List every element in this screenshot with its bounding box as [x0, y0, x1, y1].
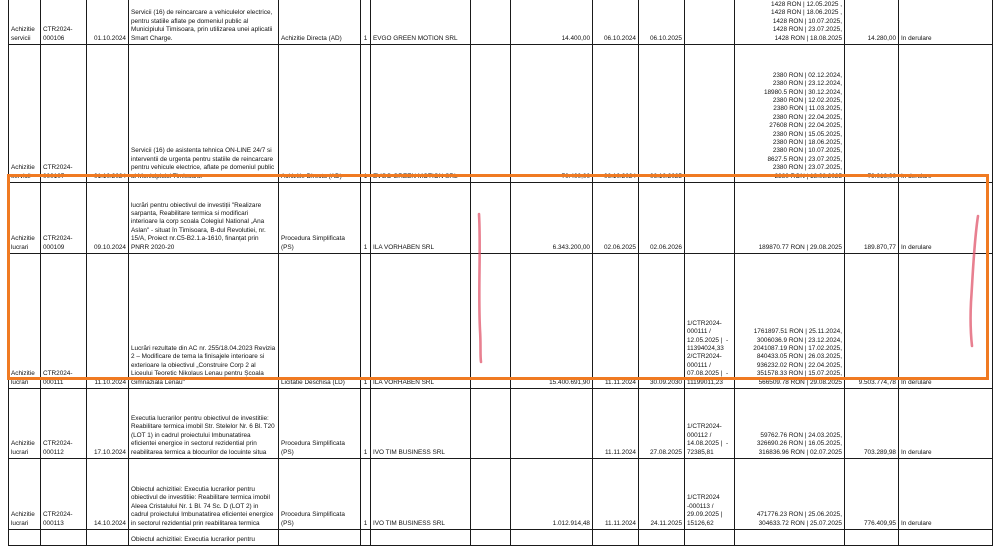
row-payments: 59762.76 RON | 24.03.2025, 326690.26 RON | 16.05.2025, 316836.96 RON | 02.07.2025	[735, 389, 845, 459]
row-count: 1	[361, 254, 371, 389]
row-value	[511, 530, 593, 546]
row-contract-code: CTR2024-000106	[41, 0, 87, 45]
row-amendments: 1/CTR2024- 000111 / 12.05.2025 | - 11394024,33 2/CTR2024- 000111 / 07.08.2025 | - 11199011,23	[685, 254, 735, 389]
row-contract-code: CTR2024-000113	[41, 459, 87, 530]
table-row	[9, 45, 993, 183]
row-estimated-value	[471, 0, 511, 45]
row-total-paid: 14.280,00	[845, 0, 899, 45]
row-category: Achizitie lucrari	[9, 183, 41, 254]
row-object: Lucrări rezultate din AC nr. 255/18.04.2023 Revizia 2 – Modificare de tema la finisajele interioare si exterioare la obiectivul „Construire Corp 2 al Liceului Teoretic Nikolaus Lenau pentru Școala Gimnazială Lenau"	[129, 254, 279, 389]
row-status: In derulare	[899, 389, 993, 459]
row-procedure	[279, 530, 361, 546]
row-object: Obiectul achizitiei: Executia lucrarilor pentru obiectivul de investitiie: Reabilitare termica imobil Aleea Cristalului Nr. 1 Bl. 74 Sc. D (LOT 2) in cadrul proiectului Imbunatatirea eficientei energice in sectorul rezidential prin reabilitarea termica	[129, 459, 279, 530]
row-estimated-value	[471, 459, 511, 530]
row-amendments	[685, 183, 735, 254]
row-value: 14.400,00	[511, 0, 593, 45]
row-start-date: 02.06.2025	[593, 183, 639, 254]
row-procedure: Procedura Simplificata (PS)	[279, 183, 361, 254]
row-date: 01.10.2024	[87, 45, 129, 183]
table-row	[9, 183, 993, 254]
row-procedure: Procedura Simplificata (PS)	[279, 389, 361, 459]
row-contract-code: CTR2024-000112	[41, 389, 87, 459]
table-row	[9, 389, 993, 459]
row-total-paid: 776.409,95	[845, 459, 899, 530]
contracts-table	[8, 0, 993, 546]
row-payments: 471776.23 RON | 25.06.2025, 304633.72 RON | 25.07.2025	[735, 459, 845, 530]
row-status: In derulare	[899, 254, 993, 389]
table-row	[9, 530, 993, 546]
row-date: 01.10.2024	[87, 0, 129, 45]
row-end-date: 06.10.2025	[639, 45, 685, 183]
row-date: 11.10.2024	[87, 254, 129, 389]
row-contract-code: CTR2024-000111	[41, 254, 87, 389]
row-date: 09.10.2024	[87, 183, 129, 254]
row-contract-code: CTR2024-000107	[41, 45, 87, 183]
table-row	[9, 459, 993, 530]
row-status	[899, 530, 993, 546]
row-date: 17.10.2024	[87, 389, 129, 459]
row-estimated-value	[471, 45, 511, 183]
row-count: 1	[361, 459, 371, 530]
row-count: 1	[361, 0, 371, 45]
row-start-date: 06.10.2024	[593, 0, 639, 45]
red-pen-mark-right	[962, 212, 984, 352]
row-start-date: 11.11.2024	[593, 389, 639, 459]
row-supplier: IVO TIM BUSINESS SRL	[371, 459, 471, 530]
row-procedure: Achizitie Directa (AD)	[279, 45, 361, 183]
row-start-date	[593, 530, 639, 546]
row-value: 15.400.691,90	[511, 254, 593, 389]
row-object: lucrări pentru obiectivul de investiții "Realizare sarpanta, Reabilitare termica si modificari interioare la corp scoala Colegiul National „Ana Aslan" - situat în Timisoara, B-dul Revolutiei, nr. 15/A, Proiect nr.C5-B2.1.a-1610, finanțat prin PNRR 2020-20	[129, 183, 279, 254]
row-count: 1	[361, 183, 371, 254]
row-supplier	[371, 530, 471, 546]
row-count	[361, 530, 371, 546]
row-value: 6.343.200,00	[511, 183, 593, 254]
row-category: Achizitie servicii	[9, 45, 41, 183]
red-pen-mark-left	[470, 210, 490, 370]
row-count: 1	[361, 45, 371, 183]
row-total-paid: 189.870,77	[845, 183, 899, 254]
row-category	[9, 530, 41, 546]
row-supplier: IVO TIM BUSINESS SRL	[371, 389, 471, 459]
row-status: In derulare	[899, 0, 993, 45]
row-start-date: 11.11.2024	[593, 254, 639, 389]
row-payments: 189870.77 RON | 29.08.2025	[735, 183, 845, 254]
row-category: Achizitie lucrari	[9, 389, 41, 459]
row-payments: 1761897.51 RON | 25.11.2024, 3006036.9 RON | 23.12.2024, 2041087.19 RON | 17.02.2025, 840433.05 RON | 26.03.2025, 936232.02 RON | 22.04.2025, 351578.33 RON | 15.07.2025, 566509.78 RON | 29.08.2025	[735, 254, 845, 389]
row-procedure: Licitatie Deschisa (LD)	[279, 254, 361, 389]
row-end-date: 27.08.2025	[639, 389, 685, 459]
row-amendments: 1/CTR2024 -000113 / 29.09.2025 | 15126,62	[685, 459, 735, 530]
row-object: Obiectul achizitiei: Executia lucrarilor pentru	[129, 530, 279, 546]
row-amendments	[685, 45, 735, 183]
row-object: Executia lucrarilor pentru obiectivul de investitiie: Reabilitare termica imobil Str. Stelelor Nr. 6 Bl. T20 (LOT 1) in cadrul proiectului Imbunatatirea eficientei energice in sectorul rezidential prin reabilitarea termica a blocurilor de locuinte situa	[129, 389, 279, 459]
row-end-date: 06.10.2025	[639, 0, 685, 45]
row-value	[511, 389, 593, 459]
row-total-paid: 703.289,98	[845, 389, 899, 459]
row-status: In derulare	[899, 183, 993, 254]
row-estimated-value	[471, 389, 511, 459]
row-amendments: 1/CTR2024- 000112 / 14.08.2025 | - 72385,81	[685, 389, 735, 459]
row-value: 1.012.914,48	[511, 459, 593, 530]
row-total-paid	[845, 530, 899, 546]
row-end-date: 02.06.2026	[639, 183, 685, 254]
row-total-paid: 79.016,00	[845, 45, 899, 183]
row-total-paid: 9.503.774,78	[845, 254, 899, 389]
row-estimated-value	[471, 530, 511, 546]
row-category: Achizitie lucrari	[9, 254, 41, 389]
row-payments	[735, 530, 845, 546]
row-payments: 2380 RON | 02.12.2024, 2380 RON | 23.12.2024, 18980.5 RON | 30.12.2024, 2380 RON | 12.02.2025, 2380 RON | 11.03.2025, 2380 RON | 22.04.2025, 27608 RON | 22.04.2025, 2380 RON | 15.05.2025, 2380 RON | 18.06.2025, 2380 RON | 10.07.2025, 8627.5 RON | 23.07.2025, 2380 RON | 23.07.2025, 2380 RON | 18.08.2025	[735, 45, 845, 183]
row-contract-code	[41, 530, 87, 546]
row-category: Achizitie lucrari	[9, 459, 41, 530]
row-supplier: ILA VORHABEN SRL	[371, 183, 471, 254]
row-amendments	[685, 0, 735, 45]
row-category: Achizitie servicii	[9, 0, 41, 45]
row-date	[87, 530, 129, 546]
row-start-date: 11.11.2024	[593, 459, 639, 530]
row-payments: 1428 RON | 12.05.2025 , 1428 RON | 18.06.2025 , 1428 RON | 10.07.2025, 1428 RON | 23.07.2025, 1428 RON | 18.08.2025	[735, 0, 845, 45]
row-value: 70.400,00	[511, 45, 593, 183]
row-end-date	[639, 530, 685, 546]
row-supplier: EVGO GREEN MOTION SRL	[371, 45, 471, 183]
row-start-date: 06.10.2024	[593, 45, 639, 183]
row-contract-code: CTR2024-000109	[41, 183, 87, 254]
table-row	[9, 254, 993, 389]
row-procedure: Procedura Simplificata (PS)	[279, 459, 361, 530]
row-procedure: Achizitie Directa (AD)	[279, 0, 361, 45]
row-end-date: 24.11.2025	[639, 459, 685, 530]
row-end-date: 30.09.2030	[639, 254, 685, 389]
row-status: In derulare	[899, 45, 993, 183]
table-row	[9, 0, 993, 45]
contracts-table-excerpt	[8, 0, 992, 546]
row-object: Servicii (16) de reincarcare a vehiculelor electrice, pentru statiile aflate pe domeniul public al Municipiului Timisoara, prin utilizarea unei aplicatii Smart Charge.	[129, 0, 279, 45]
row-status: In derulare	[899, 459, 993, 530]
row-object: Servicii (16) de asistenta tehnica ON-LINE 24/7 si interventii de urgenta pentru statiile de reincarcare pentru vehicule electrice, aflate pe domeniul public al Municipiului Timisoara.	[129, 45, 279, 183]
row-supplier: EVGO GREEN MOTION SRL	[371, 0, 471, 45]
row-supplier: ILA VORHABEN SRL	[371, 254, 471, 389]
row-count: 1	[361, 389, 371, 459]
row-amendments	[685, 530, 735, 546]
row-date: 14.10.2024	[87, 459, 129, 530]
